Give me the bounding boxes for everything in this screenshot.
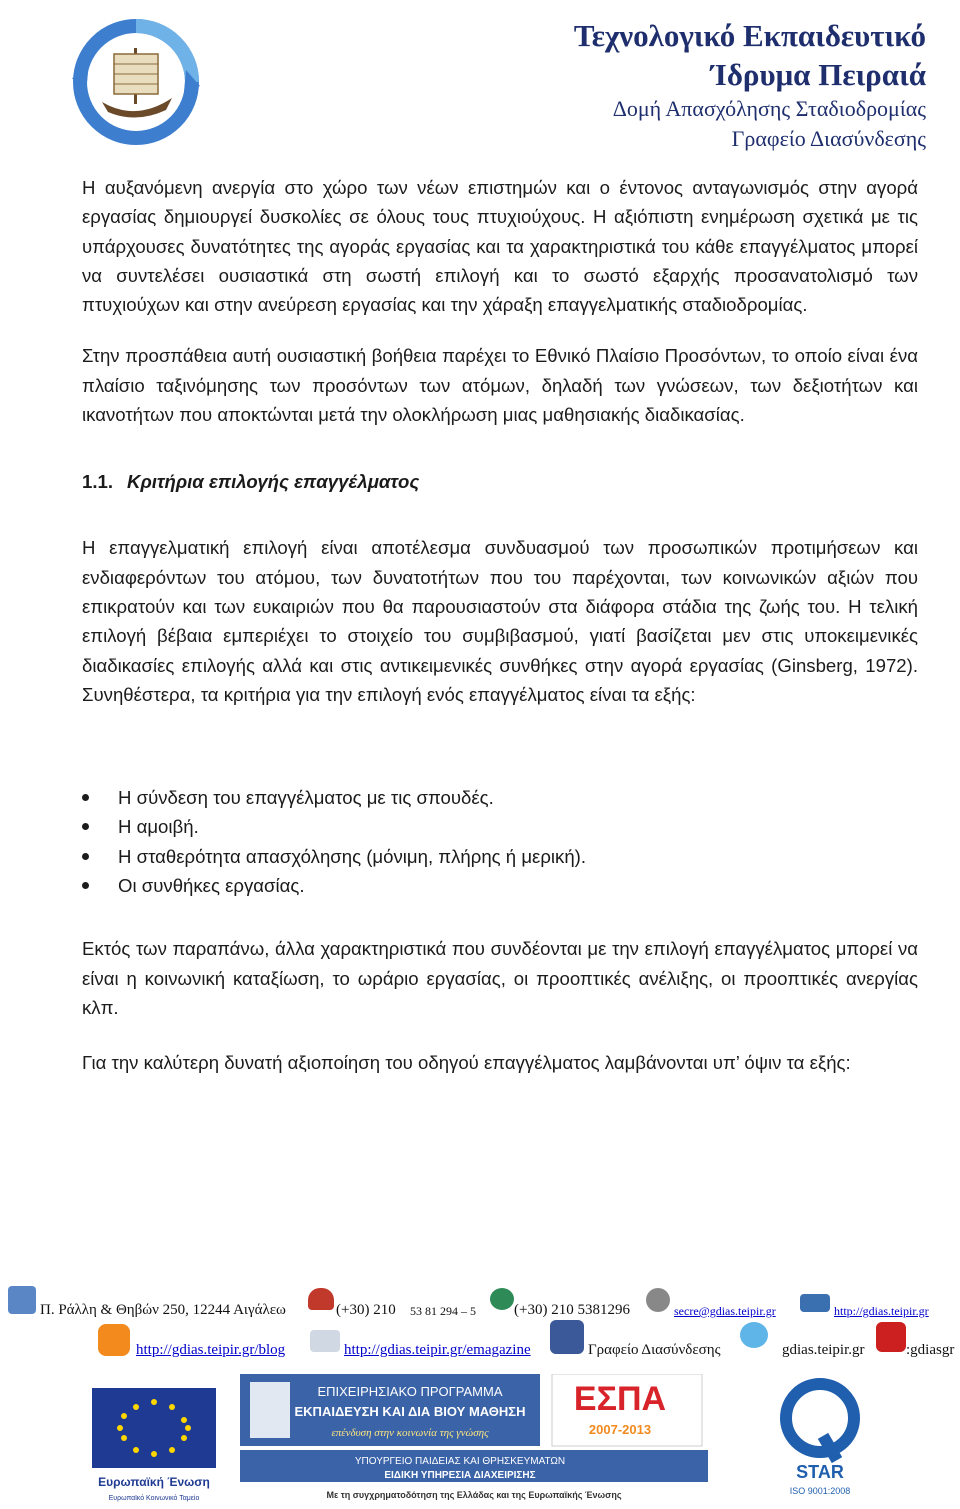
footer-facebook: Γραφείο Διασύνδεσης bbox=[588, 1342, 721, 1358]
funding-logos bbox=[0, 1364, 960, 1509]
footer-fax: (+30) 210 5381296 bbox=[514, 1302, 630, 1318]
page-header bbox=[574, 16, 926, 154]
footer-blog-link[interactable]: http://gdias.teipir.gr/blog bbox=[136, 1342, 286, 1358]
eu-label: Ευρωπαϊκή Ένωση bbox=[98, 1475, 210, 1489]
page-footer bbox=[0, 1286, 960, 1509]
paragraph-criteria: Η επαγγελματική επιλογή είναι αποτέλεσμα συνδυασμού των προσωπικών προτιμήσεων και ενδιαφερόντων του ατόμου, των δυνατοτήτων που του παρέχονται, των κοινωνικών αξιών που επικρατούν και των ευκαιριών που θα παρουσιαστούν στα διάφορα στάδια της ζωής του. Η τελική επιλογή βέβαια εμπεριέχει το στοιχείο του συμβιβασμού, γιατί βασίζεται μεν στις υποκειμενικές διαδικασίες επιλογής αλλά και στις αντικειμενικές συνθήκες στην αγορά εργασίας (Ginsberg, 1972). Συνηθέστερα, τα κριτήρια για την επιλογή ενός επαγγέλματος είναι τα εξής: bbox=[82, 537, 918, 705]
agency-label: ΕΙΔΙΚΗ ΥΠΗΡΕΣΙΑ ΔΙΑΧΕΙΡΙΣΗΣ bbox=[384, 1470, 536, 1481]
twitter-icon bbox=[740, 1322, 768, 1348]
footer-address: Π. Ράλλη & Θηβών 250, 12244 Αιγάλεω bbox=[40, 1302, 286, 1318]
mail-envelope-icon bbox=[8, 1286, 36, 1314]
paragraph-intro: Η αυξανόμενη ανεργία στο χώρο των νέων επιστημών και ο έντονος ανταγωνισμός στην αγορά εργασίας δημιουργεί δυσκολίες σε όλους τους πτυχιούχους. Η αξιόπιστη ενημέρωση σχετικά με τις υπάρχουσες δυνατότητες της αγοράς εργασίας και τα χαρακτηριστικά του κάθε επαγγέλματος μπορεί να συντελέσει ουσιαστικά στη σωστή επιλογή και το σωστό εξαρχής προσανατολισμό των πτυχιούχων και στην ανεύρεση εργασίας και την χάραξη επαγγελματικής σταδιοδρομίας. bbox=[82, 177, 918, 316]
bullet-icon bbox=[82, 853, 89, 860]
star-label: STAR bbox=[796, 1462, 844, 1482]
programme-line1: ΕΠΙΧΕΙΡΗΣΙΑΚΟ ΠΡΟΓΡΑΜΜΑ bbox=[317, 1384, 503, 1399]
ministry-label: ΥΠΟΥΡΓΕΙΟ ΠΑΙΔΕΙΑΣ ΚΑΙ ΘΡΗΣΚΕΥΜΑΤΩΝ bbox=[354, 1456, 566, 1467]
magazine-icon bbox=[310, 1330, 340, 1352]
footer-emagazine-link[interactable]: http://gdias.teipir.gr/emagazine bbox=[344, 1342, 531, 1358]
operational-programme-banner bbox=[240, 1374, 708, 1504]
facebook-icon bbox=[550, 1320, 584, 1354]
bullet-icon bbox=[82, 823, 89, 830]
list-item: Η σύνδεση του επαγγέλματος με τις σπουδές. bbox=[82, 783, 918, 812]
footer-phone: (+30) 210 bbox=[336, 1302, 396, 1318]
phone-icon bbox=[308, 1288, 334, 1310]
fax-icon bbox=[490, 1288, 514, 1310]
section-number: 1.1. bbox=[82, 471, 114, 493]
document-body bbox=[82, 173, 918, 1078]
footer-youtube: :gdiasgr bbox=[906, 1342, 955, 1358]
star-iso-logo bbox=[780, 1374, 860, 1502]
bullet-icon bbox=[82, 882, 89, 889]
eu-sub-label: Ευρωπαϊκό Κοινωνικό Ταμείο bbox=[108, 1495, 200, 1502]
footer-phone-extension: 53 81 294 – 5 bbox=[410, 1304, 476, 1318]
bullet-icon bbox=[82, 794, 89, 801]
youtube-icon bbox=[876, 1322, 906, 1352]
section-title: Κριτήρια επιλογής επαγγέλματος bbox=[127, 471, 420, 493]
list-item: Η αμοιβή. bbox=[82, 812, 918, 841]
paragraph-guide-usage: Για την καλύτερη δυνατή αξιοποίηση του οδηγού επαγγέλματος λαμβάνονται υπ’ όψιν τα εξής: bbox=[82, 1052, 851, 1074]
programme-line3: επένδυση στην κοινωνία της γνώσης bbox=[331, 1427, 489, 1439]
header-office: Γραφείο Διασύνδεσης bbox=[731, 126, 926, 151]
cofunding-label: Με τη συγχρηματοδότηση της Ελλάδας και της Ευρωπαϊκής Ένωσης bbox=[326, 1490, 622, 1500]
list-item: Οι συνθήκες εργασίας. bbox=[82, 871, 918, 900]
criteria-list bbox=[82, 783, 918, 900]
paragraph-framework: Στην προσπάθεια αυτή ουσιαστική βοήθεια παρέχει το Εθνικό Πλαίσιο Προσόντων, το οποίο είναι ένα πλαίσιο ταξινόμησης των προσόντων των ατόμων, δηλαδή των γνώσεων, των δεξιοτήτων και ικανοτήτων που αποκτώνται μετά την ολοκλήρωση μιας μαθησιακής διαδικασίας. bbox=[82, 345, 918, 426]
iso-label: ISO 9001:2008 bbox=[789, 1486, 851, 1496]
programme-line2: ΕΚΠΑΙΔΕΥΣΗ ΚΑΙ ΔΙΑ ΒΙΟΥ ΜΑΘΗΣΗ bbox=[294, 1404, 526, 1419]
header-department: Δομή Απασχόλησης Σταδιοδρομίας bbox=[612, 96, 926, 121]
blogger-icon bbox=[98, 1324, 130, 1356]
footer-website-link[interactable]: http://gdias.teipir.gr bbox=[834, 1304, 929, 1318]
header-institution-line2: Ίδρυμα Πειραιά bbox=[710, 57, 926, 92]
header-institution-line1: Τεχνολογικό Εκπαιδευτικό bbox=[573, 18, 926, 53]
footer-email-link[interactable]: secre@gdias.teipir.gr bbox=[674, 1304, 776, 1318]
eu-flag-logo bbox=[88, 1384, 220, 1504]
paragraph-other-characteristics: Εκτός των παραπάνω, άλλα χαρακτηριστικά που συνδέονται με την επιλογή επαγγέλματος μπορεί να είναι η κοινωνική καταξίωση, το ωράριο εργασίας, οι προοπτικές ανέλιξης, οι προοπτικές ανεργίας κλπ. bbox=[82, 938, 918, 1018]
web-icon bbox=[800, 1294, 830, 1312]
espa-years: 2007-2013 bbox=[588, 1422, 652, 1437]
list-item: Η σταθερότητα απασχόλησης (μόνιμη, πλήρης ή μερική). bbox=[82, 842, 918, 871]
institution-logo bbox=[66, 10, 206, 152]
espa-label: ΕΣΠΑ bbox=[573, 1380, 667, 1418]
footer-twitter: gdias.teipir.gr bbox=[782, 1342, 865, 1358]
at-sign-icon bbox=[646, 1288, 670, 1312]
section-heading bbox=[82, 467, 918, 497]
